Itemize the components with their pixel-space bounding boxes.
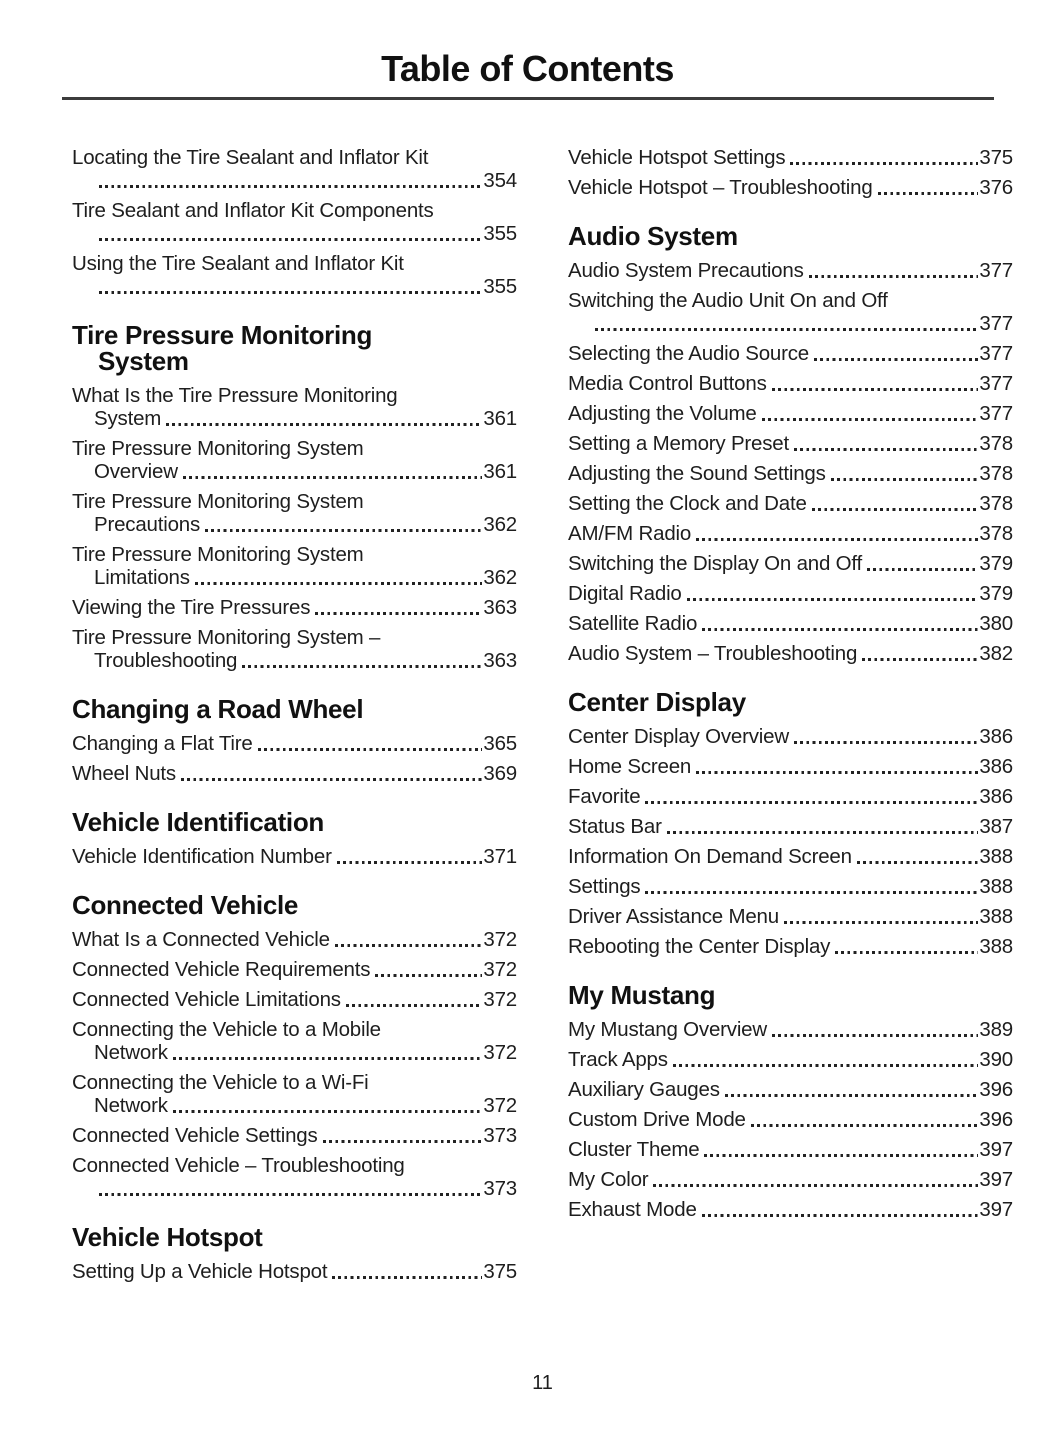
leader-dots: [258, 748, 483, 751]
entry-page-number: 362: [483, 566, 517, 589]
toc-entry: [72, 988, 517, 1011]
leader-dots: [205, 529, 482, 532]
leader-dots: [725, 1094, 979, 1097]
leader-dots: [181, 778, 482, 781]
entry-row: [568, 1078, 1013, 1101]
leader-dots: [335, 944, 483, 947]
leader-dots: [867, 568, 978, 571]
entry-page-number: 371: [483, 845, 517, 868]
entry-row: [568, 432, 1013, 455]
leader-dots: [696, 538, 978, 541]
leader-dots: [857, 861, 979, 864]
entry-page-number: 378: [979, 492, 1013, 515]
section-heading-line: Audio System: [568, 221, 738, 251]
toc-section: [72, 892, 517, 1200]
entry-label: Setting a Memory Preset: [568, 432, 789, 455]
toc-section: [72, 322, 517, 672]
entry-label: Tire Pressure Monitoring System: [72, 437, 364, 460]
entry-page-number: 375: [483, 1260, 517, 1283]
toc-entry: [72, 732, 517, 755]
leader-dots: [337, 861, 483, 864]
toc-section: [568, 223, 1013, 665]
leader-dots: [673, 1064, 979, 1067]
entry-page-number: 379: [979, 552, 1013, 575]
entry-page-number: 363: [483, 649, 517, 672]
entry-row: [568, 875, 1013, 898]
entry-row: [568, 146, 1013, 169]
section-heading-line: System: [98, 346, 189, 376]
entry-leader-row: [72, 1094, 517, 1117]
toc-entry: [72, 1071, 517, 1117]
toc-entry: [568, 755, 1013, 778]
entry-label: Changing a Flat Tire: [72, 732, 253, 755]
section-heading-line: Vehicle Identification: [72, 807, 325, 837]
entry-label-continuation: System: [94, 407, 162, 430]
toc-entry: [568, 1018, 1013, 1041]
entry-page-number: 397: [979, 1138, 1013, 1161]
entry-row: [568, 905, 1013, 928]
page-number: 11: [532, 1372, 553, 1394]
section-heading: [72, 1224, 517, 1250]
entry-row: [568, 725, 1013, 748]
entry-label-continuation: Troubleshooting: [94, 649, 238, 672]
leader-dots: [862, 658, 978, 661]
entry-label: Status Bar: [568, 815, 662, 838]
entry-page-number: 377: [979, 402, 1013, 425]
entry-label: Rebooting the Center Display: [568, 935, 831, 958]
entry-label: Connected Vehicle Limitations: [72, 988, 341, 1011]
toc-entry: [568, 462, 1013, 485]
entry-label: Connected Vehicle Requirements: [72, 958, 371, 981]
entry-label: Switching the Audio Unit On and Off: [568, 289, 888, 312]
entry-row: [568, 402, 1013, 425]
entry-label: Using the Tire Sealant and Inflator Kit: [72, 252, 404, 275]
entry-row: [568, 1168, 1013, 1191]
entry-leader-row: [568, 312, 1013, 335]
toc-entry: [568, 289, 1013, 335]
toc-entry: [72, 1018, 517, 1064]
toc-section: [568, 146, 1013, 199]
toc-entry: [568, 522, 1013, 545]
entry-row: [72, 732, 517, 755]
toc-entry: [568, 342, 1013, 365]
entry-label: What Is the Tire Pressure Monitoring: [72, 384, 398, 407]
entry-row: [568, 845, 1013, 868]
entry-page-number: 376: [979, 176, 1013, 199]
entry-row: [568, 785, 1013, 808]
entry-page-number: 354: [483, 169, 517, 192]
leader-dots: [784, 921, 978, 924]
toc-entry: [72, 626, 517, 672]
entry-page-number: 379: [979, 582, 1013, 605]
entry-label: Exhaust Mode: [568, 1198, 697, 1221]
leader-dots: [595, 328, 978, 331]
toc-entry: [568, 785, 1013, 808]
entry-label: Viewing the Tire Pressures: [72, 596, 311, 619]
entry-label: Setting the Clock and Date: [568, 492, 807, 515]
entry-row: [72, 958, 517, 981]
entry-row: [568, 1198, 1013, 1221]
entry-label: Vehicle Identification Number: [72, 845, 332, 868]
leader-dots: [809, 275, 979, 278]
leader-dots: [99, 238, 482, 241]
section-heading: [568, 982, 1013, 1008]
toc-entry: [568, 176, 1013, 199]
entry-row: [568, 612, 1013, 635]
entry-label: Digital Radio: [568, 582, 682, 605]
entry-page-number: 372: [483, 988, 517, 1011]
leader-dots: [332, 1276, 482, 1279]
leader-dots: [99, 291, 482, 294]
entry-row: [568, 1108, 1013, 1131]
entry-page-number: 377: [979, 342, 1013, 365]
toc-entry: [72, 845, 517, 868]
entry-page-number: 372: [483, 1094, 517, 1117]
leader-dots: [645, 891, 978, 894]
leader-dots: [173, 1110, 483, 1113]
leader-dots: [183, 476, 483, 479]
toc-section: [72, 809, 517, 868]
leader-dots: [375, 974, 482, 977]
entry-row: [72, 845, 517, 868]
leader-dots: [772, 1034, 978, 1037]
entry-page-number: 355: [483, 222, 517, 245]
toc-entry: [72, 199, 517, 245]
entry-row: [72, 928, 517, 951]
toc-entry: [72, 958, 517, 981]
leader-dots: [315, 612, 482, 615]
entry-row: [72, 1124, 517, 1147]
toc-entry: [568, 259, 1013, 282]
leader-dots: [812, 508, 979, 511]
toc-entry: [568, 935, 1013, 958]
toc-entry: [568, 725, 1013, 748]
section-heading-line: Center Display: [568, 687, 746, 717]
entry-page-number: 361: [483, 460, 517, 483]
entry-label: Center Display Overview: [568, 725, 789, 748]
toc-entry: [568, 402, 1013, 425]
section-heading-line: Vehicle Hotspot: [72, 1222, 263, 1252]
entry-label: Settings: [568, 875, 641, 898]
entry-page-number: 386: [979, 785, 1013, 808]
leader-dots: [653, 1184, 978, 1187]
section-heading: [72, 696, 517, 722]
entry-row: [72, 988, 517, 1011]
entry-leader-row: [72, 169, 517, 192]
entry-leader-row: [72, 222, 517, 245]
entry-label: Track Apps: [568, 1048, 668, 1071]
entry-leader-row: [72, 1041, 517, 1064]
entry-page-number: 362: [483, 513, 517, 536]
entry-label: Adjusting the Sound Settings: [568, 462, 826, 485]
entry-label: Selecting the Audio Source: [568, 342, 809, 365]
entry-row: [568, 1138, 1013, 1161]
entry-label: Audio System Precautions: [568, 259, 804, 282]
leader-dots: [173, 1057, 483, 1060]
entry-row: [568, 492, 1013, 515]
entry-page-number: 378: [979, 432, 1013, 455]
section-heading: [72, 892, 517, 918]
entry-label: Adjusting the Volume: [568, 402, 757, 425]
entry-page-number: 396: [979, 1108, 1013, 1131]
leader-dots: [696, 771, 978, 774]
entry-label: Locating the Tire Sealant and Inflator Kit: [72, 146, 429, 169]
entry-page-number: 372: [483, 1041, 517, 1064]
toc-section: [72, 146, 517, 298]
toc-column: [568, 146, 1013, 1228]
entry-page-number: 373: [483, 1124, 517, 1147]
entry-row: [568, 815, 1013, 838]
entry-page-number: 380: [979, 612, 1013, 635]
entry-row: [72, 596, 517, 619]
leader-dots: [195, 582, 483, 585]
section-heading: [568, 223, 1013, 249]
entry-row: [568, 1048, 1013, 1071]
entry-row: [72, 762, 517, 785]
entry-label: My Mustang Overview: [568, 1018, 767, 1041]
toc-entry: [568, 1078, 1013, 1101]
entry-page-number: 377: [979, 259, 1013, 282]
entry-page-number: 377: [979, 312, 1013, 335]
leader-dots: [751, 1124, 979, 1127]
leader-dots: [762, 418, 979, 421]
leader-dots: [323, 1140, 483, 1143]
entry-row: [568, 552, 1013, 575]
entry-page-number: 365: [483, 732, 517, 755]
entry-page-number: 390: [979, 1048, 1013, 1071]
entry-row: [568, 259, 1013, 282]
entry-label: Cluster Theme: [568, 1138, 700, 1161]
entry-leader-row: [72, 407, 517, 430]
entry-page-number: 375: [979, 146, 1013, 169]
entry-page-number: 369: [483, 762, 517, 785]
toc-entry: [568, 905, 1013, 928]
toc-entry: [72, 1124, 517, 1147]
leader-dots: [794, 741, 978, 744]
toc-columns: [72, 146, 1013, 1290]
entry-leader-row: [72, 1177, 517, 1200]
entry-page-number: 377: [979, 372, 1013, 395]
entry-row: [568, 1018, 1013, 1041]
entry-row: [568, 582, 1013, 605]
entry-page-number: 373: [483, 1177, 517, 1200]
entry-page-number: 388: [979, 845, 1013, 868]
entry-page-number: 397: [979, 1168, 1013, 1191]
toc-entry: [72, 490, 517, 536]
entry-label-continuation: Network: [94, 1041, 168, 1064]
entry-row: [568, 522, 1013, 545]
toc-entry: [568, 612, 1013, 635]
toc-entry: [568, 1108, 1013, 1131]
entry-page-number: 397: [979, 1198, 1013, 1221]
entry-row: [568, 755, 1013, 778]
entry-label: Connected Vehicle Settings: [72, 1124, 318, 1147]
toc-entry: [72, 146, 517, 192]
entry-label: AM/FM Radio: [568, 522, 692, 545]
entry-label: Auxiliary Gauges: [568, 1078, 720, 1101]
toc-entry: [568, 492, 1013, 515]
page-title: Table of Contents: [381, 48, 674, 89]
entry-label: Tire Sealant and Inflator Kit Components: [72, 199, 434, 222]
toc-entry: [568, 815, 1013, 838]
entry-row: [568, 176, 1013, 199]
toc-entry: [568, 582, 1013, 605]
leader-dots: [242, 665, 482, 668]
entry-page-number: 388: [979, 905, 1013, 928]
toc-section: [72, 696, 517, 785]
leader-dots: [772, 388, 979, 391]
toc-entry: [72, 252, 517, 298]
toc-entry: [568, 146, 1013, 169]
entry-page-number: 372: [483, 928, 517, 951]
title-divider: [62, 97, 994, 100]
section-heading-line: Changing a Road Wheel: [72, 694, 364, 724]
section-heading-line: Tire Pressure Monitoring: [72, 320, 373, 350]
section-heading: [568, 689, 1013, 715]
entry-label: Setting Up a Vehicle Hotspot: [72, 1260, 328, 1283]
entry-label: Custom Drive Mode: [568, 1108, 746, 1131]
entry-page-number: 389: [979, 1018, 1013, 1041]
toc-entry: [72, 596, 517, 619]
entry-label: My Color: [568, 1168, 649, 1191]
leader-dots: [702, 628, 978, 631]
entry-label: Driver Assistance Menu: [568, 905, 779, 928]
leader-dots: [878, 192, 979, 195]
toc-column: [72, 146, 517, 1290]
entry-row: [568, 372, 1013, 395]
toc-entry: [72, 1260, 517, 1283]
entry-label: What Is a Connected Vehicle: [72, 928, 330, 951]
leader-dots: [667, 831, 979, 834]
toc-entry: [568, 1138, 1013, 1161]
leader-dots: [704, 1154, 978, 1157]
entry-label: Vehicle Hotspot Settings: [568, 146, 786, 169]
toc-entry: [568, 875, 1013, 898]
toc-section: [72, 1224, 517, 1283]
toc-entry: [568, 432, 1013, 455]
entry-label-continuation: Limitations: [94, 566, 190, 589]
leader-dots: [831, 478, 979, 481]
entry-page-number: 388: [979, 875, 1013, 898]
entry-label: Satellite Radio: [568, 612, 698, 635]
entry-page-number: 378: [979, 462, 1013, 485]
toc-entry: [72, 762, 517, 785]
toc-entry: [568, 1048, 1013, 1071]
entry-leader-row: [72, 566, 517, 589]
leader-dots: [99, 1193, 482, 1196]
toc-entry: [568, 372, 1013, 395]
entry-row: [568, 342, 1013, 365]
toc-entry: [568, 1168, 1013, 1191]
toc-entry: [72, 543, 517, 589]
entry-page-number: 382: [979, 642, 1013, 665]
entry-label: Media Control Buttons: [568, 372, 767, 395]
entry-page-number: 396: [979, 1078, 1013, 1101]
entry-row: [72, 1260, 517, 1283]
section-heading: [72, 809, 517, 835]
entry-page-number: 386: [979, 755, 1013, 778]
entry-label-continuation: Network: [94, 1094, 168, 1117]
entry-leader-row: [72, 275, 517, 298]
entry-label: Tire Pressure Monitoring System –: [72, 626, 381, 649]
entry-label: Tire Pressure Monitoring System: [72, 543, 364, 566]
entry-page-number: 378: [979, 522, 1013, 545]
entry-label: Switching the Display On and Off: [568, 552, 863, 575]
entry-label: Connecting the Vehicle to a Wi-Fi: [72, 1071, 369, 1094]
leader-dots: [99, 185, 482, 188]
leader-dots: [166, 423, 482, 426]
entry-label: Tire Pressure Monitoring System: [72, 490, 364, 513]
entry-label: Connecting the Vehicle to a Mobile: [72, 1018, 381, 1041]
entry-page-number: 386: [979, 725, 1013, 748]
leader-dots: [346, 1004, 483, 1007]
toc-entry: [568, 1198, 1013, 1221]
entry-page-number: 361: [483, 407, 517, 430]
toc-section: [568, 982, 1013, 1221]
leader-dots: [814, 358, 978, 361]
leader-dots: [687, 598, 979, 601]
section-heading-line: My Mustang: [568, 980, 716, 1010]
entry-label-continuation: Overview: [94, 460, 178, 483]
toc-entry: [72, 437, 517, 483]
toc-entry: [72, 928, 517, 951]
leader-dots: [790, 162, 978, 165]
entry-row: [568, 462, 1013, 485]
entry-leader-row: [72, 460, 517, 483]
entry-page-number: 387: [979, 815, 1013, 838]
leader-dots: [835, 951, 978, 954]
entry-label: Audio System – Troubleshooting: [568, 642, 858, 665]
entry-label: Vehicle Hotspot – Troubleshooting: [568, 176, 873, 199]
entry-row: [568, 935, 1013, 958]
entry-label: Connected Vehicle – Troubleshooting: [72, 1154, 405, 1177]
toc-entry: [72, 384, 517, 430]
toc-section: [568, 689, 1013, 958]
entry-page-number: 388: [979, 935, 1013, 958]
entry-label: Information On Demand Screen: [568, 845, 852, 868]
entry-label-continuation: Precautions: [94, 513, 201, 536]
leader-dots: [794, 448, 978, 451]
entry-page-number: 372: [483, 958, 517, 981]
entry-label: Home Screen: [568, 755, 692, 778]
entry-row: [568, 642, 1013, 665]
leader-dots: [702, 1214, 979, 1217]
section-heading-line: Connected Vehicle: [72, 890, 299, 920]
toc-entry: [72, 1154, 517, 1200]
toc-entry: [568, 845, 1013, 868]
entry-leader-row: [72, 649, 517, 672]
entry-page-number: 355: [483, 275, 517, 298]
leader-dots: [645, 801, 978, 804]
section-heading: [72, 322, 517, 374]
entry-label: Wheel Nuts: [72, 762, 176, 785]
toc-entry: [568, 642, 1013, 665]
entry-page-number: 363: [483, 596, 517, 619]
toc-entry: [568, 552, 1013, 575]
entry-label: Favorite: [568, 785, 641, 808]
entry-leader-row: [72, 513, 517, 536]
